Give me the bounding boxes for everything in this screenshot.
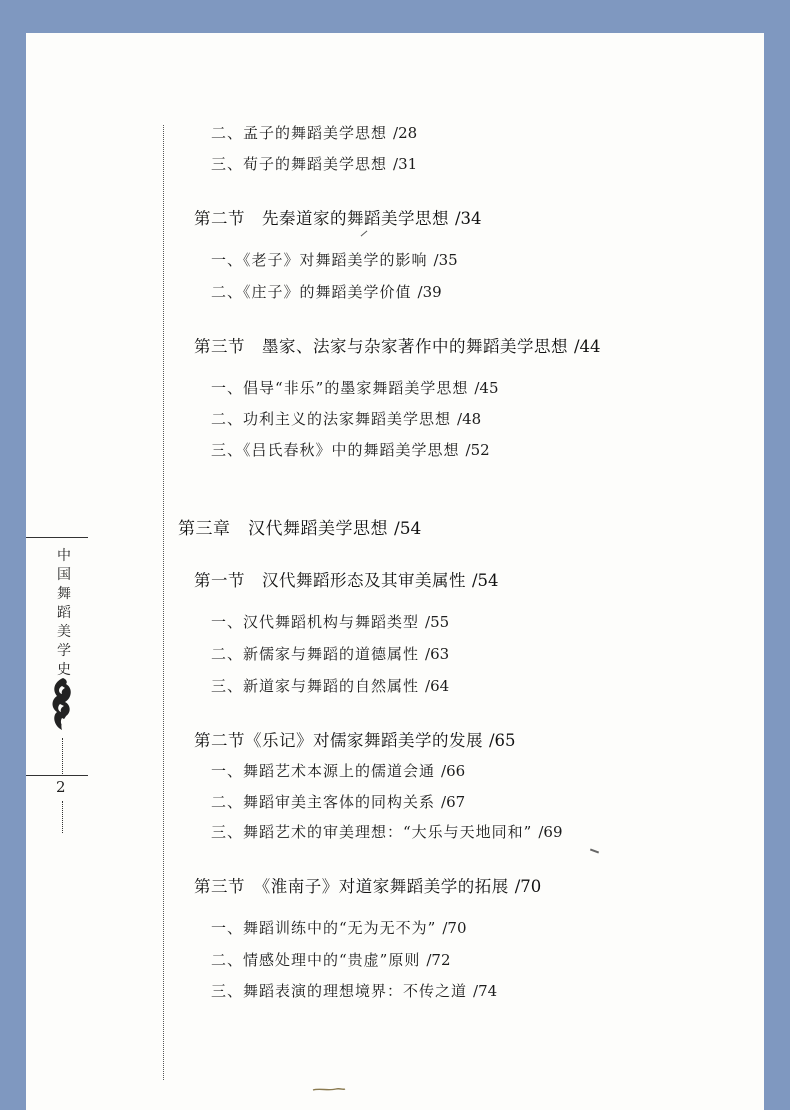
scan-mark [312,1087,346,1092]
toc-item-page: /66 [441,762,466,780]
sidebar-title-char: 中 [57,548,71,564]
toc-item-text: 二、舞蹈审美主客体的同构关系 [211,793,436,811]
toc-item [211,377,498,398]
toc-item-text: 二、孟子的舞蹈美学思想 [211,124,388,142]
toc-section-page: /54 [472,571,499,590]
toc-item [211,611,449,632]
toc-item-text: 二、新儒家与舞蹈的道德属性 [211,645,420,663]
toc-item [211,439,490,460]
sidebar-mid-rule [26,775,88,776]
toc-section-page: /34 [455,209,482,228]
toc-item [211,643,449,664]
toc-item-text: 一、舞蹈艺术本源上的儒道会通 [211,762,436,780]
toc-item [211,949,450,970]
toc-section-text: 第三节 墨家、法家与杂家著作中的舞蹈美学思想 [194,337,568,356]
toc-item-page: /64 [425,677,450,695]
toc-item-page: /67 [441,793,466,811]
toc-item-page: /35 [433,251,458,269]
toc-item-page: /52 [465,441,490,459]
toc-item-page: /39 [417,283,442,301]
sidebar-title-char: 国 [57,567,71,583]
toc-item [211,675,449,696]
toc-item-page: /70 [442,919,467,937]
toc-item-text: 二、情感处理中的“贵虚”原则 [211,951,421,969]
toc-chapter-text: 第三章 汉代舞蹈美学思想 [178,519,388,539]
toc-item-page: /55 [425,613,450,631]
toc-section-text: 第三节 《淮南子》对道家舞蹈美学的拓展 [194,877,509,896]
sidebar-title-char: 史 [57,662,71,678]
toc-item-page: /74 [473,982,498,1000]
toc-item-text: 三、新道家与舞蹈的自然属性 [211,677,420,695]
toc-section-text: 第二节 先秦道家的舞蹈美学思想 [194,209,449,228]
toc-item-text: 一、舞蹈训练中的“无为无不为” [211,919,437,937]
toc-section [194,333,601,357]
sidebar-dotted-rule [62,738,63,774]
toc-section-text: 第一节 汉代舞蹈形态及其审美属性 [194,571,466,590]
toc-item [211,249,458,270]
sidebar-title-char: 学 [57,643,71,659]
toc-item-page: /69 [538,823,563,841]
toc-item-text: 三、舞蹈表演的理想境界：不传之道 [211,982,468,1000]
toc-item [211,408,481,429]
toc-item [211,980,497,1001]
toc-chapter-page: /54 [394,519,422,539]
toc-item-text: 一、倡导“非乐”的墨家舞蹈美学思想 [211,379,469,397]
toc-item-page: /45 [474,379,499,397]
sidebar-top-rule [26,537,88,538]
toc-item-page: /28 [393,124,418,142]
toc-item-text: 三、舞蹈艺术的审美理想：“大乐与天地同和” [211,823,533,841]
toc-item-text: 一、《老子》对舞蹈美学的影响 [211,251,428,269]
toc-item-text: 三、荀子的舞蹈美学思想 [211,155,388,173]
page-number: 2 [56,778,66,796]
toc-item-page: /48 [457,410,482,428]
toc-item-page: /72 [426,951,451,969]
toc-section-text: 第二节《乐记》对儒家舞蹈美学的发展 [194,731,483,750]
toc-item [211,821,562,842]
toc-chapter [178,514,421,539]
sidebar-title-char: 舞 [57,586,71,602]
toc-section-page: /65 [489,731,516,750]
sidebar-book-title [54,547,74,680]
toc-item [211,153,417,174]
vertical-dotted-rule [163,125,164,1080]
toc-item [211,281,442,302]
toc-item-text: 二、《庄子》的舞蹈美学价值 [211,283,412,301]
toc-section [194,727,516,751]
toc-item [211,122,417,143]
toc-section [194,567,499,591]
toc-section-page: /44 [574,337,601,356]
toc-section [194,873,541,897]
toc-section [194,205,482,229]
toc-item [211,791,465,812]
sidebar-title-char: 美 [57,624,71,640]
toc-item [211,760,465,781]
dancer-ornament-icon [48,676,78,732]
toc-item-page: /63 [425,645,450,663]
toc-item-text: 一、汉代舞蹈机构与舞蹈类型 [211,613,420,631]
sidebar-title-char: 蹈 [57,605,71,621]
toc-section-page: /70 [514,877,542,896]
sidebar-dotted-rule [62,801,63,833]
scan-speck [590,849,599,854]
scan-speck [361,231,368,237]
toc-item-text: 三、《吕氏春秋》中的舞蹈美学思想 [211,441,460,459]
toc-item-page: /31 [393,155,418,173]
toc-item [211,917,466,938]
toc-item-text: 二、功利主义的法家舞蹈美学思想 [211,410,452,428]
book-page [26,33,764,1110]
